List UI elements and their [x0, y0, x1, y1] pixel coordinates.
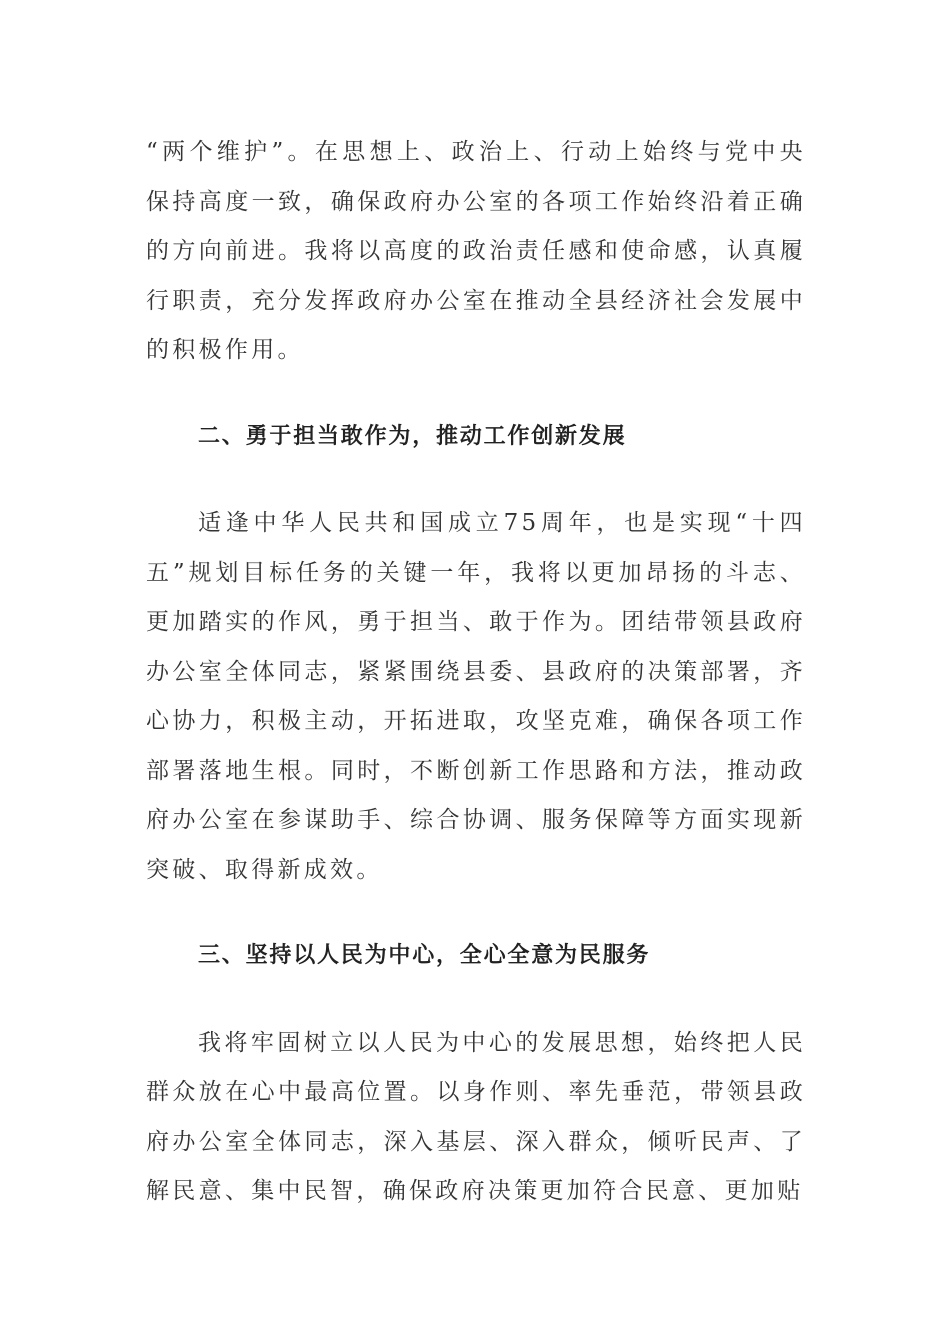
section-heading-3: 三、坚持以人民为中心，全心全意为民服务 [198, 943, 651, 968]
spacer [146, 981, 806, 1019]
paragraph-section-3: 我将牢固树立以人民为中心的发展思想，始终把人民群众放在心中最高位置。以身作则、率先垂范，带领县政府办公室全体同志，深入基层、深入群众，倾听民声、了解民意、集中民智，确保政府决策更加符合民意、更加贴 [146, 1029, 806, 1204]
section-heading-2: 二、勇于担当敢作为，推动工作创新发展 [198, 423, 627, 449]
paragraph-section-2: 适逢中华人民共和国成立75周年，也是实现“十四五”规划目标任务的关键一年，我将以更加昂扬的斗志、更加踏实的作风，勇于担当、敢于作为。团结带领县政府办公室全体同志，紧紧围绕县委、县政府的决策部署，齐心协力，积极主动，开拓进取，攻坚克难，确保各项工作部署落地生根。同时，不断创新工作思路和方法，推动政府办公室在参谋助手、综合协调、服务保障等方面实现新突破、取得新成效。 [146, 510, 806, 883]
spacer [146, 895, 806, 931]
paragraph-continued: “两个维护”。在思想上、政治上、行动上始终与党中央保持高度一致，确保政府办公室的各项工作始终沿着正确的方向前进。我将以高度的政治责任感和使命感，认真履行职责，充分发挥政府办公室在推动全县经济社会发展中的积极作用。 [146, 139, 806, 363]
document-page [146, 128, 806, 1217]
spacer [146, 376, 806, 412]
spacer [146, 461, 806, 499]
